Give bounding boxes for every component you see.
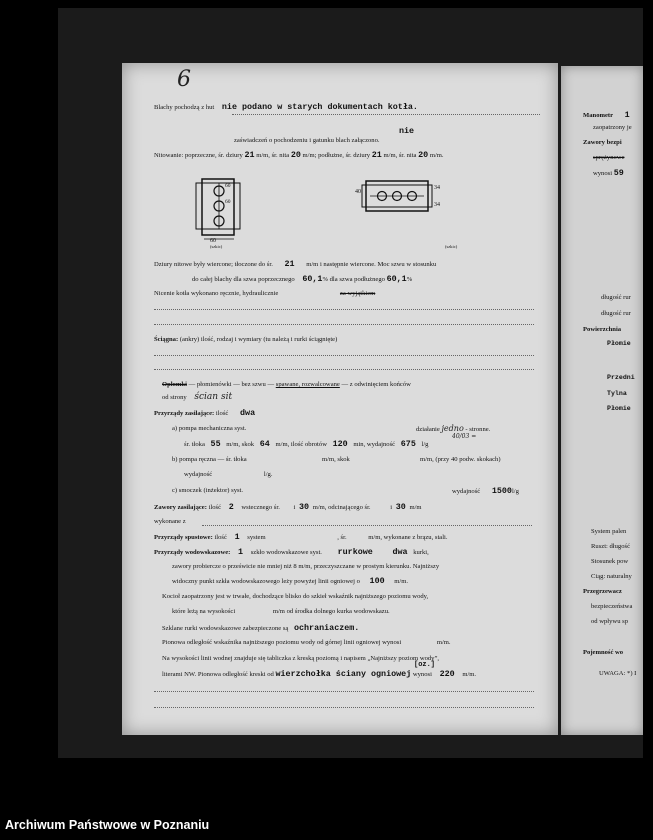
rp-text: Ruszt: długość	[591, 543, 631, 550]
line-moc-szwu: do całej blachy dla szwa poprzecznego 60,1% dla szwa podłużnego 60,1%	[192, 274, 413, 284]
dotted-rule	[232, 114, 540, 115]
rp-text: Płomie	[607, 405, 631, 412]
rp-text: Zawory bezpi	[583, 139, 622, 146]
sketch-caption-right: (szkic)	[445, 244, 458, 249]
line-wykonane-z: wykonane z	[154, 518, 186, 525]
page-number: 6	[177, 67, 191, 92]
line-skok: m/m, skok	[322, 456, 350, 463]
line-nicenie: Nicenie kotła wykonano ręcznie, hydraulicznie za wyjątkiem	[154, 290, 376, 297]
dotted-rule	[154, 691, 534, 692]
dim-label: 60	[225, 199, 231, 205]
line-dzialanie: działanie jedno - stronne.	[416, 424, 491, 433]
document-page	[122, 63, 558, 735]
rp-text: sprężynowe	[593, 154, 625, 161]
rivet-sketch-left	[192, 173, 252, 245]
rp-text: Przegrzewacz	[583, 588, 622, 595]
dotted-rule	[202, 525, 532, 526]
typed-nie: nie	[399, 126, 415, 136]
sketch-caption-left: (szkic)	[210, 244, 223, 249]
line-blachy: Blachy pochodzą z hut nie podano w starych dokumentach kotła.	[154, 102, 418, 112]
rp-text: Płomie	[607, 340, 631, 347]
line-tabliczka: Na wysokości linii wodnej znajduje się tabliczka z kreską poziomą i napisem „Najniższy poziom wody”,	[162, 655, 440, 662]
line-podw-skokach: m/m, (przy 40 podw. skokach)	[420, 456, 501, 463]
line-dziury: Dziury nitowe były wiercone; tłoczone do śr. 21 m/m i następnie wiercone. Moc szwu w stosunku	[154, 259, 437, 269]
line-smoczek-wydajnosc: wydajność 1500l/g	[452, 486, 519, 496]
rp-text: zaopatrzony je	[593, 124, 632, 131]
rp-wynosi: wynosi 59	[593, 168, 624, 178]
dotted-rule	[154, 355, 534, 356]
rivet-sketch-right	[360, 173, 440, 219]
line-oplomki: Opłomki — płomienówki — bez szwu — spawane, rozwalcowane — z odwinięciem końców	[162, 381, 411, 388]
rp-text: Tylna	[607, 390, 627, 397]
dim-label: 34	[434, 185, 440, 191]
rp-text: System palen	[591, 528, 627, 535]
handwritten-note: 40/03 =	[452, 433, 477, 440]
rp-manometr: Manometr 1	[583, 110, 630, 120]
line-zawory-zasilajace: Zawory zasilające: ilość 2 wstecznego śr. i 30 m/m, odcinającego śr. i 30 m/m	[154, 502, 422, 512]
archive-footer: Archiwum Państwowe w Poznaniu	[5, 818, 210, 832]
rp-text: od wpływu sp	[591, 618, 628, 625]
line-zawory-probiercze: zawory probiercze o prześwicie nie mniej niż 8 m/m, przeczyszczane w prostym kierunku. Najniższy	[172, 563, 440, 570]
rp-text: Przedni	[607, 374, 635, 381]
rp-text: Powierzchnia	[583, 326, 622, 333]
line-przyrzady-spustowe: Przyrządy spustowe: ilość 1 system , śr. m/m, wykonane z brązu, stali.	[154, 532, 448, 542]
line-kociol-zaopatrzony: Kocioł zaopatrzony jest w trwałe, dochodzące blisko do szkieł wskaźnik najniższego poziomu wody,	[162, 593, 429, 600]
rp-text: bezpieczeństwa	[591, 603, 633, 610]
dim-label: 40	[355, 189, 361, 195]
line-przyrzady-zasilajace: Przyrządy zasilające: ilość dwa	[154, 408, 256, 418]
line-szklane-rurki: Szklane rurki wodowskazowe zabezpieczone są ochraniaczem.	[162, 623, 360, 633]
line-litery-nw: literami NW. Pionowa odległość kreski od wierzchołka ściany ogniowej wynosi 220 m/m.	[162, 669, 477, 679]
line-pompa-mechaniczna: a) pompa mechaniczna syst.	[172, 425, 247, 432]
rp-text: długość rur	[601, 310, 631, 317]
line-wysokosc: które leżą na wysokości m/m od środka dolnego kurka wodowskazu.	[172, 608, 390, 615]
typed-correction: [oz.]	[414, 661, 436, 669]
line-sciagna: Ściągna: (ankry) ilość, rodzaj i wymiary (tu należą i rurki ściągnięte)	[154, 336, 338, 343]
dotted-rule	[154, 309, 534, 310]
dim-label: 34	[434, 202, 440, 208]
rp-text: Stosunek pow	[591, 558, 629, 565]
dim-label: 60	[225, 183, 231, 189]
line-od-strony: od strony ścian sit	[162, 392, 233, 402]
line-nitowanie: Nitowanie: poprzeczne, śr. dziury 21 m/m, śr. nita 20 m/m; podłużne, śr. dziury 21 m/m, śr. nita 20 m/m.	[154, 150, 444, 160]
rp-text: UWAGA: *) I	[599, 670, 637, 677]
line-pompa-reczna: b) pompa ręczna — śr. tłoka	[172, 456, 247, 463]
rp-text: Ciąg: naturalny	[591, 573, 632, 580]
dotted-rule	[154, 324, 534, 325]
line-pionowa-odleglosc: Pionowa odległość wskaźnika najniższego poziomu wody od górnej linii ogniowej wynosi m/m.	[162, 639, 451, 646]
line-smoczek: c) smoczek (inżektor) syst.	[172, 487, 244, 494]
line-wydajnosc: wydajność l/g.	[184, 471, 273, 478]
line-tlok: śr. tłoka 55 m/m, skok 64 m/m, ilość obrotów 120 min, wydajność 675 l/g	[184, 439, 429, 449]
rp-text: długość rur	[601, 294, 631, 301]
dotted-rule	[154, 369, 534, 370]
adjacent-page	[561, 66, 643, 735]
dim-label: 60	[210, 238, 216, 244]
rp-text: Pojemność wo	[583, 649, 624, 656]
dotted-rule	[154, 707, 534, 708]
line-najnizszy-punkt: widoczny punkt szkła wodowskazowego leży powyżej linii ogniowej o 100 m/m.	[172, 576, 409, 586]
line-przyrzady-wodowskazowe: Przyrządy wodowskazowe: 1 szkło wodowskazowe syst. rurkowe dwa kurki,	[154, 547, 429, 557]
line-zaswiadczen: zaświadczeń o pochodzeniu i gatunku blach załączono.	[234, 137, 380, 144]
